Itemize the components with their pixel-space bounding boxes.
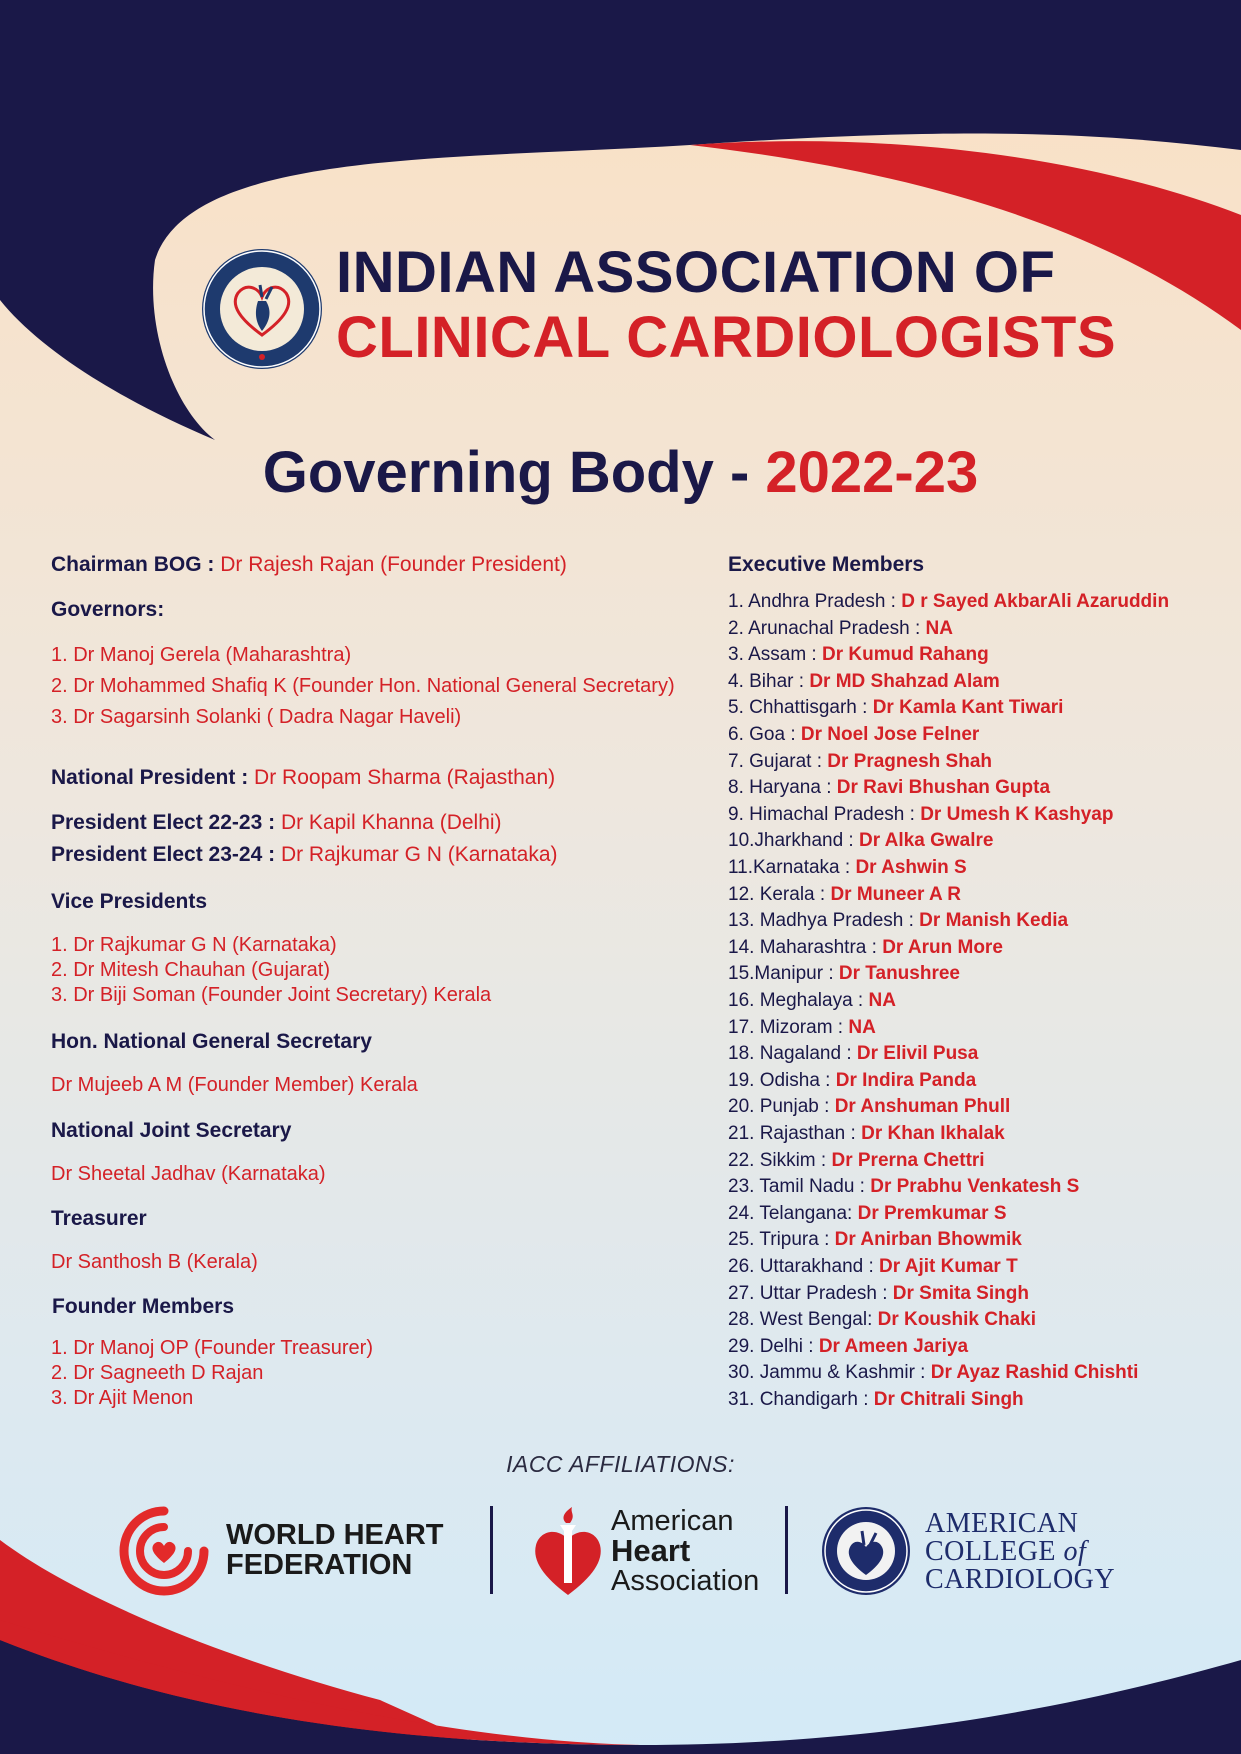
executive-member-name: Dr Anirban Bhowmik bbox=[834, 1229, 1022, 1251]
executive-member-state: 15.Manipur : bbox=[728, 963, 839, 985]
vice-president-item: 2. Dr Mitesh Chauhan (Gujarat) bbox=[51, 959, 331, 981]
executive-member-state: 17. Mizoram : bbox=[728, 1016, 849, 1038]
executive-member-state: 31. Chandigarh : bbox=[728, 1389, 874, 1410]
executive-member-row bbox=[728, 935, 1003, 960]
executive-member-name: Dr Elivil Pusa bbox=[856, 1043, 979, 1065]
executive-member-name: Dr Koushik Chaki bbox=[877, 1309, 1036, 1331]
page-title bbox=[0, 438, 1241, 508]
executive-member-state: 20. Punjab : bbox=[728, 1096, 835, 1118]
executive-member-name: Dr Chitrali Singh bbox=[873, 1389, 1024, 1410]
executive-member-state: 7. Gujarat : bbox=[728, 750, 828, 772]
whf-line1: WORLD HEART bbox=[226, 1519, 444, 1551]
executive-member-state: 13. Madhya Pradesh : bbox=[728, 910, 920, 932]
executive-member-state: 25. Tripura : bbox=[728, 1229, 835, 1251]
affiliations-title: IACC AFFILIATIONS: bbox=[506, 1451, 735, 1477]
executive-member-row bbox=[728, 855, 967, 880]
executive-member-state: 2. Arunachal Pradesh : bbox=[728, 617, 926, 639]
executive-member-row bbox=[728, 589, 1169, 614]
american-college-of-cardiology-seal-icon bbox=[820, 1505, 912, 1597]
president-elect-1-value: Dr Kapil Khanna (Delhi) bbox=[280, 811, 502, 834]
acc-line3: CARDIOLOGY bbox=[925, 1564, 1116, 1595]
chairman-label: Chairman BOG : bbox=[51, 553, 221, 576]
executive-member-row bbox=[728, 1121, 1005, 1146]
executive-member-state: 23. Tamil Nadu : bbox=[728, 1176, 871, 1198]
executive-member-name: Dr Noel Jose Felner bbox=[800, 724, 980, 745]
aha-line1: American bbox=[611, 1505, 734, 1537]
executive-member-name: NA bbox=[848, 1016, 876, 1038]
executive-member-state: 9. Himachal Pradesh : bbox=[728, 803, 921, 825]
founder-member-item: 3. Dr Ajit Menon bbox=[51, 1387, 194, 1409]
executive-member-name: Dr Alka Gwalre bbox=[858, 830, 994, 852]
executive-member-state: 22. Sikkim : bbox=[728, 1149, 832, 1171]
president-elect-1-label: President Elect 22-23 : bbox=[51, 811, 281, 834]
national-president-row bbox=[51, 765, 555, 791]
executive-member-row bbox=[728, 1334, 968, 1359]
executive-member-row bbox=[728, 1094, 1010, 1119]
joint-secretary-heading: National Joint Secretary bbox=[51, 1119, 292, 1142]
executive-member-name: Dr Tanushree bbox=[838, 963, 960, 985]
executive-member-name: Dr Ayaz Rashid Chishti bbox=[930, 1362, 1139, 1384]
executive-member-name: Dr Khan Ikhalak bbox=[861, 1123, 1005, 1144]
treasurer-heading: Treasurer bbox=[51, 1207, 147, 1230]
executive-member-row bbox=[728, 1360, 1138, 1385]
executive-member-row bbox=[728, 988, 896, 1013]
executive-member-name: Dr Kumud Rahang bbox=[821, 644, 989, 666]
whf-line2: FEDERATION bbox=[226, 1549, 413, 1581]
executive-member-name: NA bbox=[868, 990, 896, 1011]
joint-secretary-value: Dr Sheetal Jadhav (Karnataka) bbox=[51, 1163, 326, 1185]
executive-member-name: NA bbox=[925, 617, 953, 639]
executive-member-state: 5. Chhattisgarh : bbox=[728, 697, 873, 719]
acc-line2-college: COLLEGE bbox=[925, 1536, 1064, 1567]
executive-member-state: 30. Jammu & Kashmir : bbox=[728, 1362, 931, 1384]
vice-president-item: 1. Dr Rajkumar G N (Karnataka) bbox=[51, 934, 337, 956]
executive-member-name: Dr Ajit Kumar T bbox=[879, 1256, 1018, 1277]
executive-member-state: 29. Delhi : bbox=[728, 1335, 819, 1357]
executive-member-row bbox=[728, 802, 1113, 827]
vice-presidents-heading: Vice Presidents bbox=[51, 890, 208, 913]
president-elect-2-value: Dr Rajkumar G N (Karnataka) bbox=[280, 843, 558, 866]
acc-line2-of: of bbox=[1063, 1536, 1087, 1567]
executive-member-name: Dr Pragnesh Shah bbox=[827, 750, 992, 772]
executive-member-state: 18. Nagaland : bbox=[728, 1043, 857, 1065]
affiliation-divider bbox=[785, 1506, 788, 1594]
vice-president-item: 3. Dr Biji Soman (Founder Joint Secretary) Kerala bbox=[51, 984, 492, 1006]
executive-member-name: Dr Ashwin S bbox=[855, 857, 967, 878]
executive-member-state: 11.Karnataka : bbox=[728, 857, 856, 878]
president-elect-1-row bbox=[51, 810, 502, 836]
executive-member-row bbox=[728, 669, 1000, 694]
executive-member-row bbox=[728, 828, 993, 853]
executive-member-row bbox=[728, 1201, 1007, 1226]
executive-member-row bbox=[728, 749, 992, 774]
affiliation-divider bbox=[490, 1506, 493, 1594]
national-president-value: Dr Roopam Sharma (Rajasthan) bbox=[254, 766, 556, 789]
org-name-line1: INDIAN ASSOCIATION OF bbox=[336, 240, 1056, 305]
executive-member-name: Dr Muneer A R bbox=[830, 883, 962, 905]
executive-member-state: 27. Uttar Pradesh : bbox=[728, 1282, 893, 1304]
iacc-logo-icon bbox=[200, 247, 324, 371]
executive-member-row bbox=[728, 1148, 985, 1173]
president-elect-2-row bbox=[51, 842, 558, 868]
executive-member-row bbox=[728, 1254, 1018, 1279]
executive-member-row bbox=[728, 775, 1050, 800]
executive-member-name: Dr Ameen Jariya bbox=[818, 1335, 969, 1357]
title-year: 2022-23 bbox=[765, 440, 979, 505]
national-president-label: National President : bbox=[51, 766, 255, 789]
founder-member-item: 1. Dr Manoj OP (Founder Treasurer) bbox=[51, 1337, 373, 1359]
treasurer-value: Dr Santhosh B (Kerala) bbox=[51, 1251, 258, 1273]
executive-member-name: Dr Indira Panda bbox=[835, 1069, 977, 1091]
american-heart-association-logo-icon bbox=[530, 1505, 606, 1597]
org-name-line2: CLINICAL CARDIOLOGISTS bbox=[336, 305, 1117, 370]
executive-member-row bbox=[728, 1174, 1079, 1199]
governors-heading: Governors: bbox=[51, 598, 165, 621]
executive-member-name: Dr MD Shahzad Alam bbox=[809, 670, 1000, 692]
founder-members-heading: Founder Members bbox=[52, 1295, 235, 1318]
chairman-row bbox=[51, 552, 567, 578]
executive-member-row bbox=[728, 1387, 1024, 1412]
executive-member-state: 3. Assam : bbox=[728, 644, 822, 666]
general-secretary-value: Dr Mujeeb A M (Founder Member) Kerala bbox=[51, 1074, 418, 1096]
executive-member-row bbox=[728, 1068, 976, 1093]
executive-members-heading: Executive Members bbox=[728, 553, 925, 576]
executive-member-state: 8. Haryana : bbox=[728, 777, 837, 799]
governor-item: 1. Dr Manoj Gerela (Maharashtra) bbox=[51, 644, 352, 666]
world-heart-federation-text bbox=[226, 1520, 443, 1580]
executive-member-name: Dr Ravi Bhushan Gupta bbox=[836, 777, 1051, 799]
executive-member-state: 1. Andhra Pradesh : bbox=[728, 591, 902, 612]
executive-member-state: 4. Bihar : bbox=[728, 670, 810, 692]
executive-member-row bbox=[728, 616, 953, 641]
executive-member-state: 16. Meghalaya : bbox=[728, 990, 869, 1011]
executive-member-row bbox=[728, 642, 989, 667]
executive-member-name: Dr Prabhu Venkatesh S bbox=[870, 1176, 1080, 1198]
executive-member-state: 21. Rajasthan : bbox=[728, 1123, 862, 1144]
executive-member-row bbox=[728, 961, 960, 986]
executive-member-name: Dr Premkumar S bbox=[857, 1202, 1007, 1224]
executive-member-name: D r Sayed AkbarAli Azaruddin bbox=[901, 591, 1170, 612]
executive-member-state: 14. Maharashtra : bbox=[728, 936, 883, 958]
executive-member-row bbox=[728, 1015, 876, 1040]
executive-member-name: Dr Prerna Chettri bbox=[831, 1149, 985, 1171]
executive-member-state: 24. Telangana: bbox=[728, 1202, 858, 1224]
president-elect-2-label: President Elect 23-24 : bbox=[51, 843, 281, 866]
executive-member-state: 10.Jharkhand : bbox=[728, 830, 859, 852]
aha-line2: Heart bbox=[611, 1533, 691, 1568]
executive-member-state: 12. Kerala : bbox=[728, 883, 831, 905]
acc-line2 bbox=[925, 1538, 1115, 1566]
executive-member-name: Dr Kamla Kant Tiwari bbox=[872, 697, 1064, 719]
executive-member-state: 28. West Bengal: bbox=[728, 1309, 878, 1331]
executive-member-row bbox=[728, 882, 961, 907]
executive-member-name: Dr Umesh K Kashyap bbox=[920, 803, 1114, 825]
executive-member-state: 6. Goa : bbox=[728, 724, 801, 745]
executive-member-row bbox=[728, 1281, 1029, 1306]
american-college-of-cardiology-text bbox=[925, 1510, 1115, 1594]
executive-member-row bbox=[728, 1041, 978, 1066]
executive-member-row bbox=[728, 695, 1063, 720]
founder-member-item: 2. Dr Sagneeth D Rajan bbox=[51, 1362, 264, 1384]
governor-item: 2. Dr Mohammed Shafiq K (Founder Hon. National General Secretary) bbox=[51, 675, 675, 697]
american-heart-association-text bbox=[611, 1506, 759, 1596]
executive-member-name: Dr Manish Kedia bbox=[919, 910, 1069, 932]
chairman-value: Dr Rajesh Rajan (Founder President) bbox=[220, 553, 567, 576]
title-main: Governing Body - bbox=[262, 440, 766, 505]
executive-member-row bbox=[728, 908, 1068, 933]
acc-line1: AMERICAN bbox=[925, 1508, 1079, 1539]
general-secretary-heading: Hon. National General Secretary bbox=[51, 1030, 372, 1053]
aha-line3: Association bbox=[611, 1565, 760, 1597]
executive-member-row bbox=[728, 1307, 1036, 1332]
world-heart-federation-logo-icon bbox=[118, 1505, 210, 1597]
executive-member-row bbox=[728, 1227, 1022, 1252]
executive-member-row bbox=[728, 722, 979, 747]
executive-member-name: Dr Smita Singh bbox=[892, 1282, 1029, 1304]
governor-item: 3. Dr Sagarsinh Solanki ( Dadra Nagar Haveli) bbox=[51, 706, 462, 728]
executive-member-name: Dr Arun More bbox=[882, 936, 1003, 958]
executive-member-state: 19. Odisha : bbox=[728, 1069, 836, 1091]
executive-member-name: Dr Anshuman Phull bbox=[834, 1096, 1011, 1118]
executive-member-state: 26. Uttarakhand : bbox=[728, 1256, 880, 1277]
